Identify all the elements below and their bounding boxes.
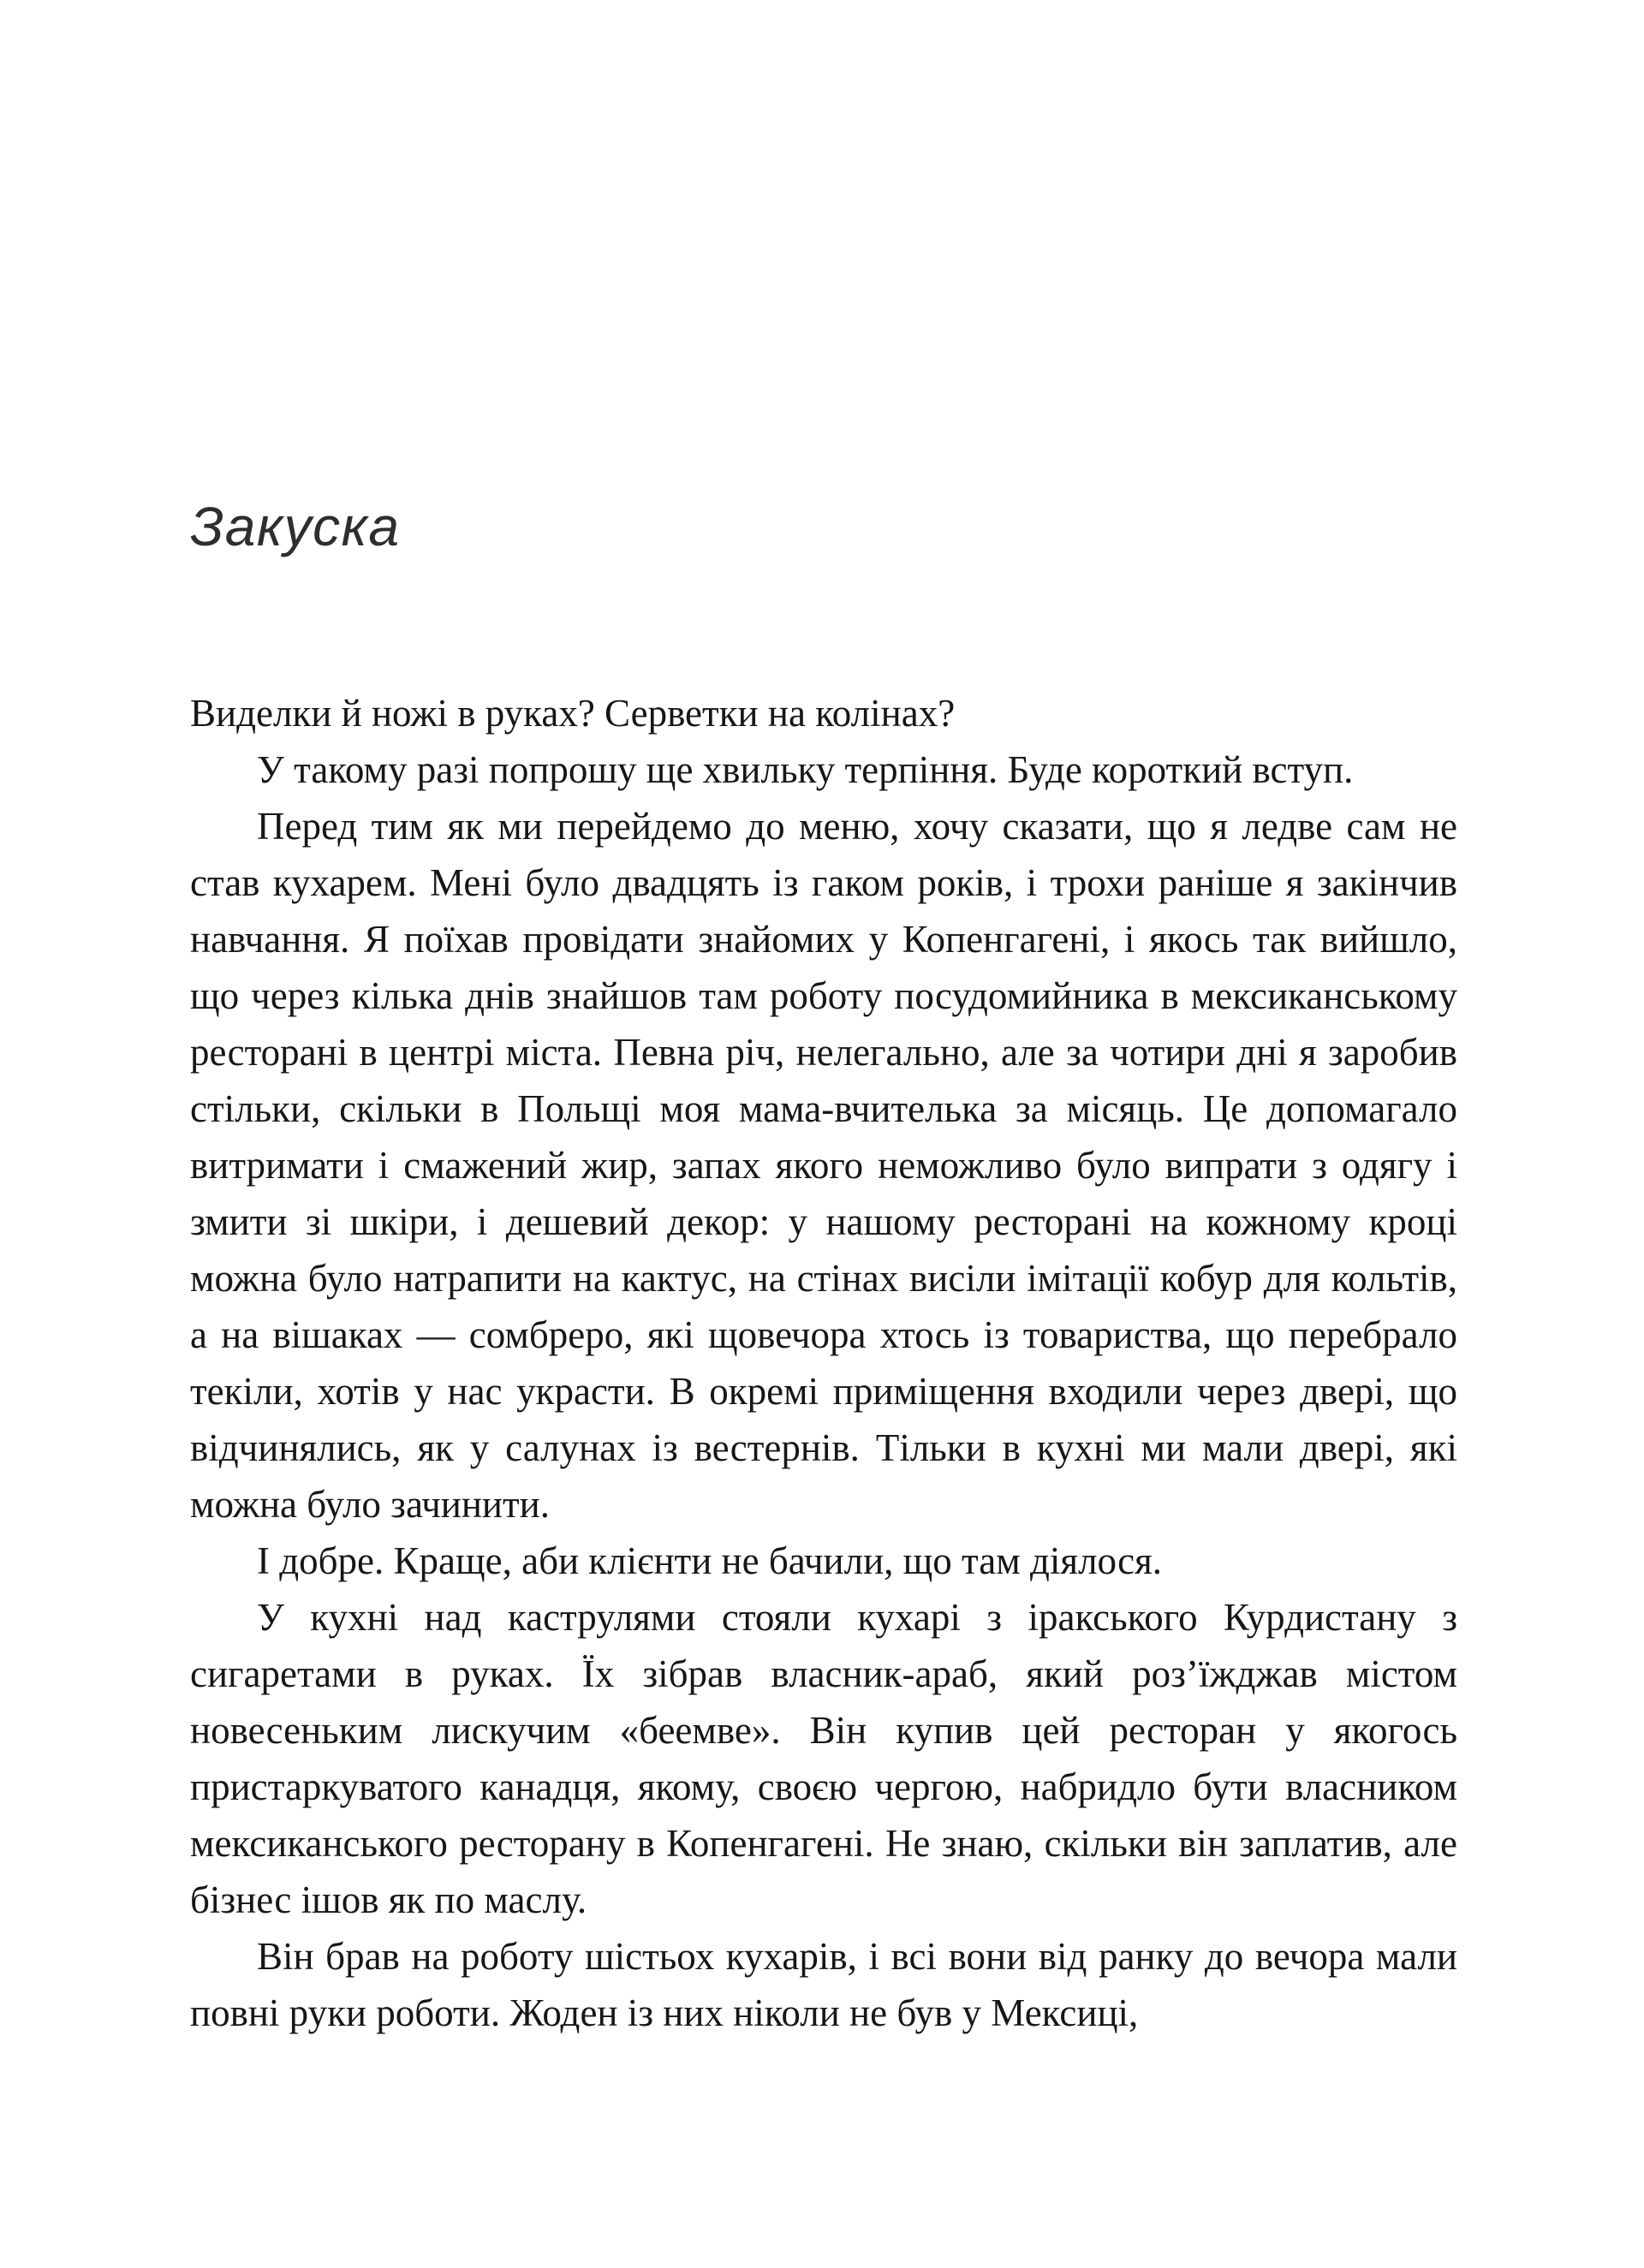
chapter-title: Закуска	[190, 496, 401, 557]
paragraph-intro-note: У такому разі попрошу ще хвильку терпіння. Буде короткий вступ.	[257, 748, 1354, 792]
paragraph-cooks-story: Він брав на роботу шістьох кухарів, і всі вони від ранку до вечора мали повні руки роботи. Жоден із них ніколи не був у Мексиці,	[190, 1935, 1457, 2035]
paragraph-owner-story: У кухні над каструлями стояли кухарі з іракського Курдистану з сигаретами в руках. Їх зібрав власник-араб, який роз’їжджав містом новесеньким лискучим «беемве». Він купив цей ресторан у якогось пристаркуватого канадця, якому, своєю чергою, набридло бути власником мексиканського ресторану в Копенгагені. Не знаю, скільки він заплатив, але бізнес ішов як по маслу.	[190, 1596, 1457, 1922]
paragraph-copenhagen-story: Перед тим як ми перейдемо до меню, хочу сказати, що я ледве сам не став кухарем. Мені було двадцять із гаком років, і трохи раніше я закінчив навчання. Я поїхав провідати знайомих у Копенгагені, і якось так вийшло, що через кілька днів знайшов там роботу посудомийника в мексиканському ресторані в центрі міста. Певна річ, нелегально, але за чотири дні я заробив стільки, скільки в Польщі моя мама-вчителька за місяць. Це допомагало витримати і смажений жир, запах якого неможливо було випрати з одягу і змити зі шкіри, і дешевий декор: у нашому ресторані на кожному кроці можна було натрапити на кактус, на стінах висіли імітації кобур для кольтів, а на вішаках — сомбреро, які щовечора хтось із товариства, що перебрало текіли, хотів у нас украсти. В окремі приміщення входили через двері, що відчинялись, як у салунах із вестернів. Тільки в кухні ми мали двері, які можна було зачинити.	[190, 805, 1457, 1527]
paragraph-opening-question: Виделки й ножі в руках? Серветки на колінах?	[190, 692, 956, 735]
paragraph-kitchen-remark: І добре. Краще, аби клієнти не бачили, що там діялося.	[257, 1539, 1163, 1583]
body-text	[190, 685, 1457, 2041]
